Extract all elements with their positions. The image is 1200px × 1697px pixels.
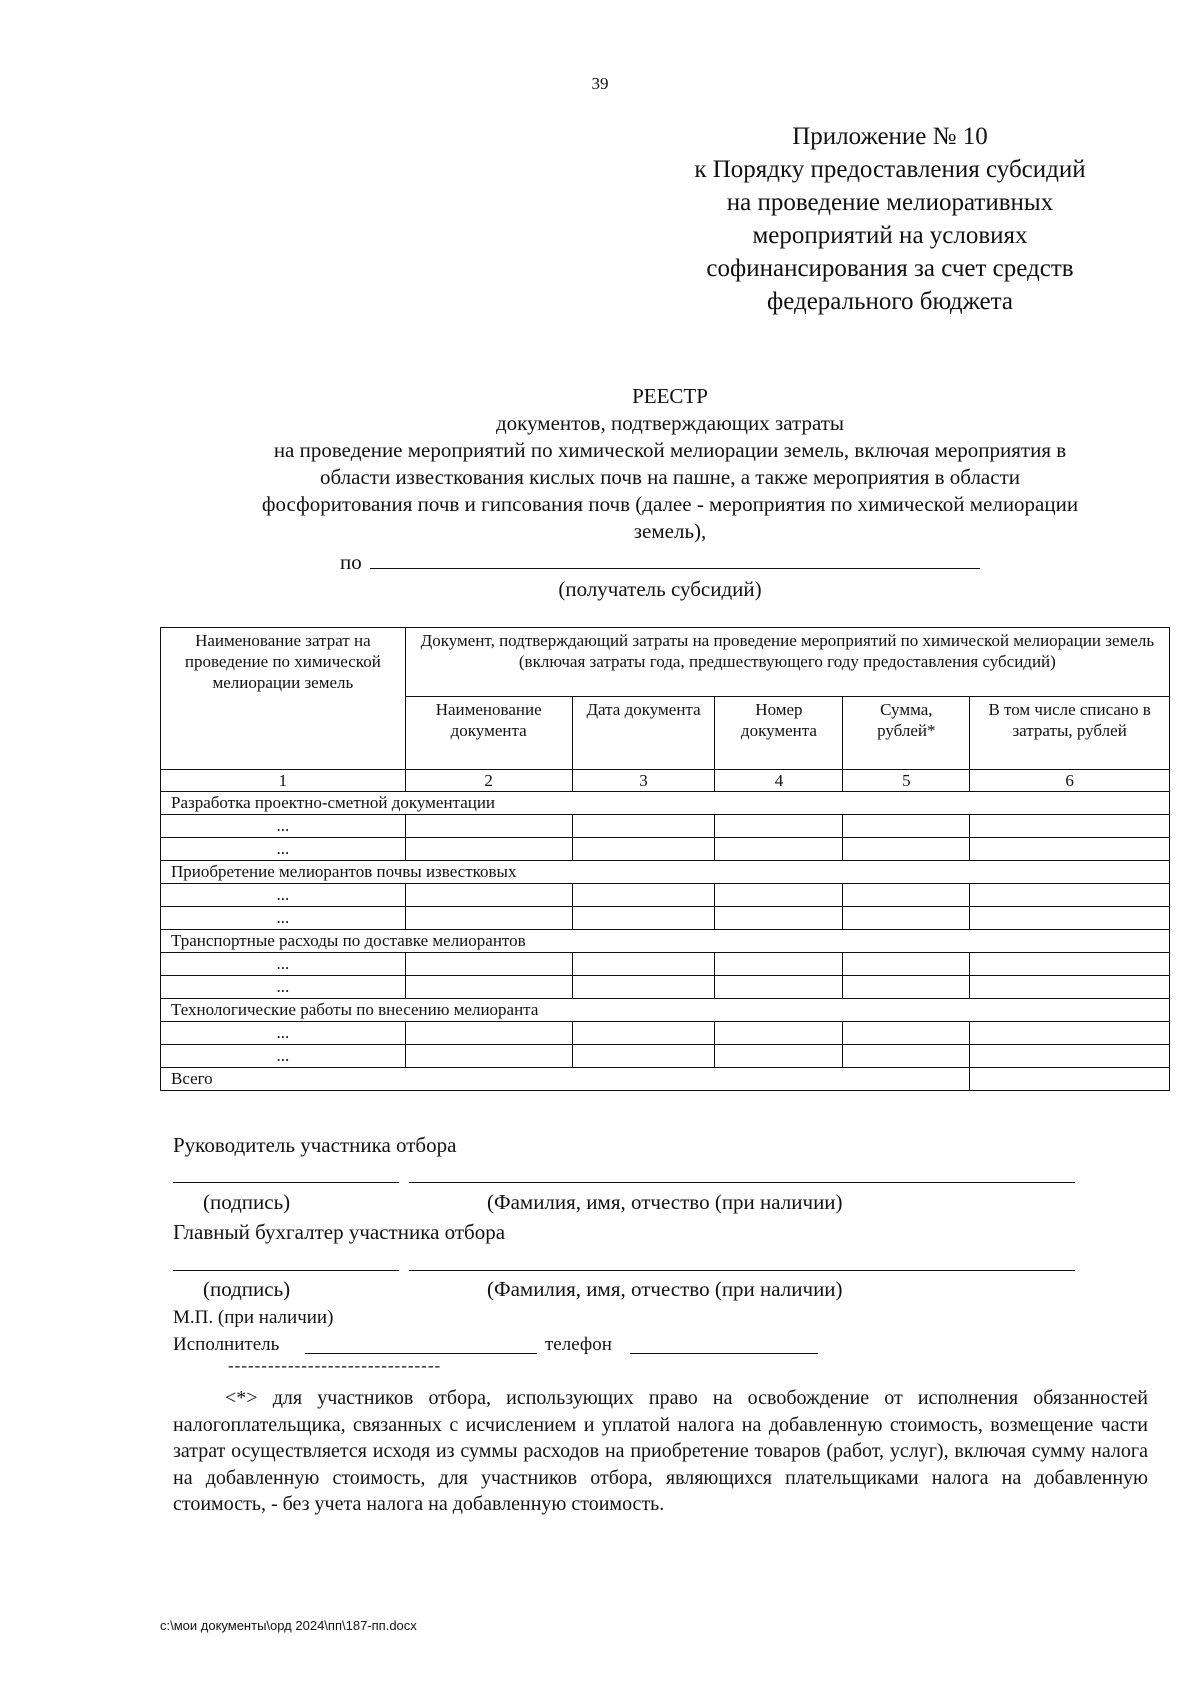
head-signature-caption: (подпись) (203, 1190, 291, 1214)
table-cell[interactable] (572, 1022, 715, 1045)
table-cell[interactable] (405, 815, 572, 838)
accountant-signature-caption: (подпись) (203, 1277, 291, 1301)
table-cell[interactable] (715, 907, 843, 930)
row-placeholder: ... (161, 884, 406, 907)
table-row (161, 1022, 1170, 1045)
column-number: 5 (843, 770, 970, 792)
column-number: 4 (715, 770, 843, 792)
row-placeholder: ... (161, 815, 406, 838)
head-fio-caption: (Фамилия, имя, отчество (при наличии) (487, 1190, 843, 1214)
appendix-line: на проведение мелиоративных (726, 189, 1054, 216)
table-cell[interactable] (970, 884, 1170, 907)
appendix-line: к Порядку предоставления субсидий (694, 156, 1086, 183)
table-cell[interactable] (843, 907, 970, 930)
table-cell[interactable] (572, 953, 715, 976)
section-row (161, 930, 1170, 953)
column-number: 3 (572, 770, 715, 792)
accountant-fio-caption: (Фамилия, имя, отчество (при наличии) (487, 1277, 843, 1301)
table-cell[interactable] (572, 838, 715, 861)
table-cell[interactable] (970, 815, 1170, 838)
registry-title: РЕЕСТР (632, 384, 708, 408)
table-row (161, 907, 1170, 930)
section-row (161, 861, 1170, 884)
phone-blank[interactable] (630, 1353, 818, 1354)
head-fio-blank[interactable] (409, 1182, 1075, 1183)
registry-line: земель), (633, 519, 707, 543)
table-row (161, 884, 1170, 907)
registry-line: документов, подтверждающих затраты (495, 411, 845, 435)
section-row (161, 999, 1170, 1022)
section-title: Приобретение мелиорантов почвы известковых (161, 861, 1170, 884)
table-cell[interactable] (715, 884, 843, 907)
table-row (161, 1045, 1170, 1068)
row-placeholder: ... (161, 838, 406, 861)
head-label: Руководитель участника отбора (173, 1133, 457, 1157)
table-cell[interactable] (572, 1045, 715, 1068)
table-cell[interactable] (843, 838, 970, 861)
table-cell[interactable] (572, 815, 715, 838)
table-cell[interactable] (715, 953, 843, 976)
table-cell[interactable] (405, 953, 572, 976)
page-number: 39 (591, 74, 609, 93)
footnote-text: <*> для участников отбора, использующих право на освобождение от исполнения обязанностей налогоплательщика, связанных с исчислением и уплатой налога на добавленную стоимость, возмещение части затрат осуществляется исходя из суммы расходов на приобретение товаров (работ, услуг), включая сумму налога на добавленную стоимость, для участников отбора, являющихся плательщиками налога на добавленную стоимость, - без учета налога на добавленную стоимость. (173, 1387, 1148, 1515)
executor-blank[interactable] (305, 1353, 537, 1354)
accountant-fio-blank[interactable] (409, 1270, 1075, 1271)
accountant-signature-blank[interactable] (173, 1270, 399, 1271)
po-label: по (340, 550, 362, 574)
recipient-line (340, 550, 980, 575)
table-cell[interactable] (970, 838, 1170, 861)
executor-label: Исполнитель (173, 1334, 280, 1355)
appendix-line: Приложение № 10 (792, 123, 988, 150)
table-cell[interactable] (970, 1022, 1170, 1045)
section-title: Разработка проектно-сметной документации (161, 792, 1170, 815)
table-row (161, 976, 1170, 999)
table-cell[interactable] (405, 838, 572, 861)
recipient-caption: (получатель субсидий) (558, 577, 762, 601)
phone-label: телефон (545, 1334, 612, 1355)
table-cell[interactable] (715, 976, 843, 999)
column-number: 6 (970, 770, 1170, 792)
table-cell[interactable] (715, 838, 843, 861)
table-cell[interactable] (572, 884, 715, 907)
table-cell[interactable] (970, 907, 1170, 930)
sub-header-doc-number: Номер документа (715, 697, 843, 770)
table-cell[interactable] (405, 1045, 572, 1068)
table-cell[interactable] (843, 953, 970, 976)
table-row (161, 815, 1170, 838)
file-path: c:\мои документы\орд 2024\пп\187-пп.docx (160, 1618, 417, 1633)
table-cell[interactable] (715, 1022, 843, 1045)
group-header: Документ, подтверждающий затраты на проведение мероприятий по химической мелиорации земель (включая затраты года, предшествующего году предоставления субсидий) (405, 628, 1169, 697)
row-placeholder: ... (161, 1022, 406, 1045)
table-cell[interactable] (843, 884, 970, 907)
stamp-label: М.П. (при наличии) (173, 1307, 334, 1328)
table-cell[interactable] (970, 976, 1170, 999)
table-row (161, 838, 1170, 861)
total-row (161, 1068, 1170, 1091)
accountant-label: Главный бухгалтер участника отбора (173, 1220, 506, 1244)
footnote-separator: -------------------------------- (228, 1356, 442, 1375)
registry-line: области известкования кислых почв на пашне, а также мероприятия в области (320, 465, 1020, 489)
row-placeholder: ... (161, 953, 406, 976)
table-cell[interactable] (970, 1045, 1170, 1068)
footnote (173, 1385, 1148, 1518)
table-cell[interactable] (405, 976, 572, 999)
registry-line: на проведение мероприятий по химической мелиорации земель, включая мероприятия в (273, 438, 1067, 462)
head-signature-blank[interactable] (173, 1182, 399, 1183)
table-cell[interactable] (843, 976, 970, 999)
appendix-line: федерального бюджета (767, 288, 1013, 315)
registry-heading (150, 383, 1190, 545)
table-cell[interactable] (405, 1022, 572, 1045)
total-value-cell[interactable] (970, 1068, 1170, 1091)
row-placeholder: ... (161, 907, 406, 930)
section-title: Транспортные расходы по доставке мелиорантов (161, 930, 1170, 953)
row-placeholder: ... (161, 1045, 406, 1068)
column-number: 2 (405, 770, 572, 792)
row-placeholder: ... (161, 976, 406, 999)
table-row (161, 953, 1170, 976)
recipient-blank[interactable] (370, 550, 980, 569)
registry-line: фосфоритования почв и гипсования почв (далее - мероприятия по химической мелиорации (261, 492, 1079, 516)
table-cell[interactable] (843, 1045, 970, 1068)
table-cell[interactable] (405, 907, 572, 930)
section-row (161, 792, 1170, 815)
table-cell[interactable] (970, 953, 1170, 976)
appendix-header (630, 120, 1150, 318)
table-cell[interactable] (715, 815, 843, 838)
table-cell[interactable] (405, 884, 572, 907)
registry-table (160, 627, 1170, 1091)
table-cell[interactable] (843, 1022, 970, 1045)
sub-header-written-off: В том числе списано в затраты, рублей (970, 697, 1170, 770)
appendix-line: мероприятий на условиях (752, 222, 1028, 249)
column-number: 1 (161, 770, 406, 792)
table-cell[interactable] (715, 1045, 843, 1068)
sub-header-doc-name: Наименование документа (405, 697, 572, 770)
sub-header-sum: Сумма, рублей* (843, 697, 970, 770)
sub-header-doc-date: Дата документа (572, 697, 715, 770)
total-label: Всего (161, 1068, 970, 1091)
table-cell[interactable] (572, 907, 715, 930)
col1-header: Наименование затрат на проведение по химической мелиорации земель (161, 628, 406, 770)
column-numbers-row (161, 770, 1170, 792)
section-title: Технологические работы по внесению мелиоранта (161, 999, 1170, 1022)
table-cell[interactable] (572, 976, 715, 999)
table-cell[interactable] (843, 815, 970, 838)
appendix-line: софинансирования за счет средств (706, 255, 1074, 282)
